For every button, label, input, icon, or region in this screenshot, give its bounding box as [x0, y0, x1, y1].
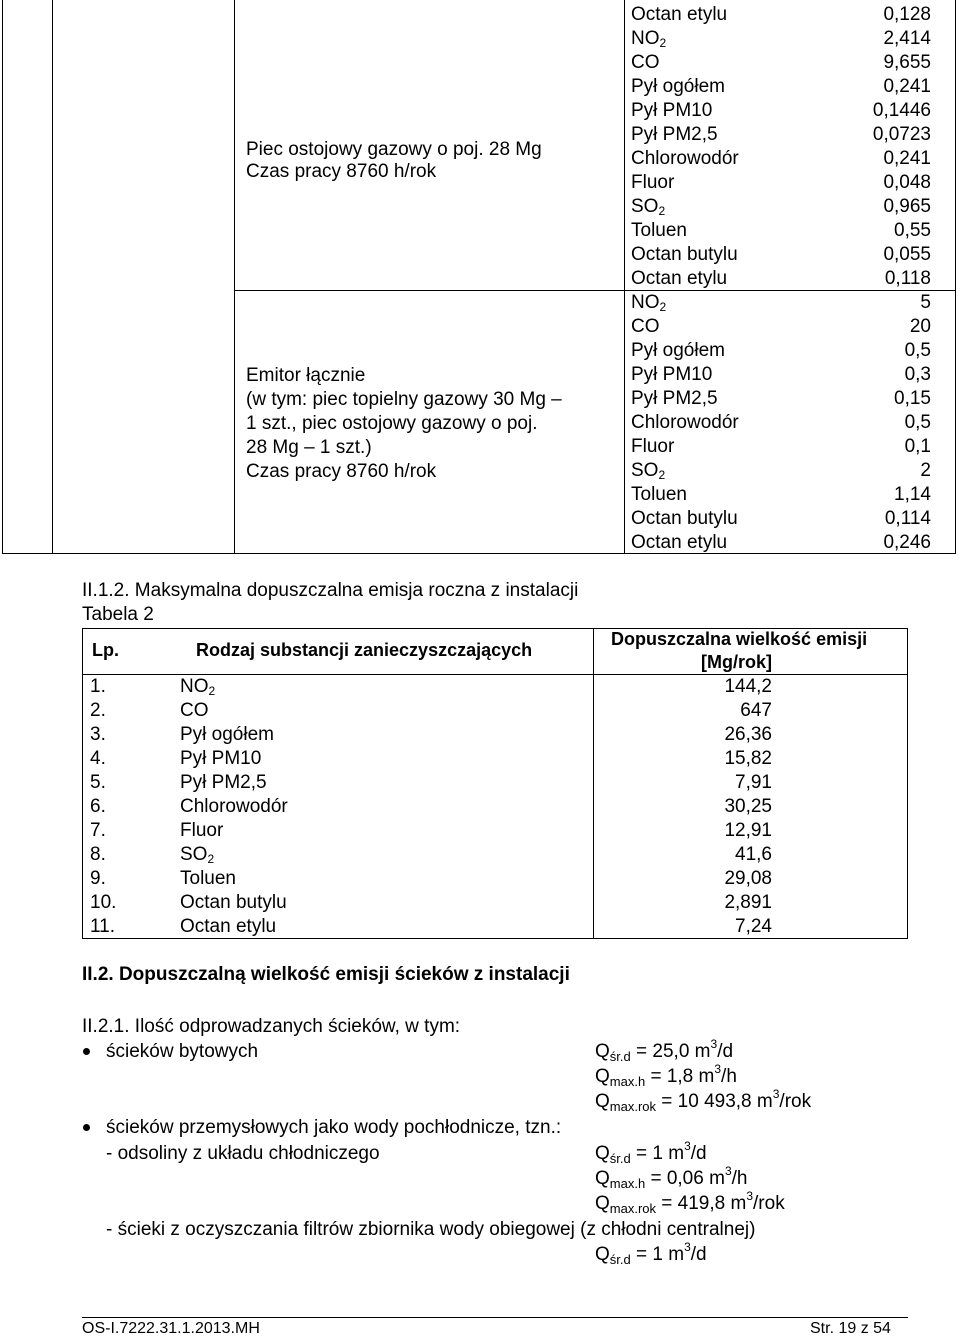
piec-value: 0,241	[883, 76, 931, 97]
piec-substance-name: Fluor	[631, 172, 675, 193]
t2-lp: 3.	[90, 724, 106, 745]
t2-value: 26,36	[724, 724, 772, 745]
piec-value: 0,048	[883, 172, 931, 193]
total-label-line: (w tym: piec topielny gazowy 30 Mg –	[246, 389, 562, 410]
flow-rate: $Q_{max.rok} = 419,8$ $m^3$/rok	[595, 1189, 785, 1216]
footer-rule	[82, 1317, 908, 1318]
bullet-dot	[83, 1048, 90, 1055]
total-value: 5	[920, 292, 931, 313]
t2-row	[82, 723, 908, 747]
flow-superscript: 3	[724, 1164, 732, 1178]
table-caption: Tabela 2	[82, 604, 154, 625]
piec-substance-name: Toluen	[631, 220, 687, 241]
total-row	[631, 507, 931, 531]
t2-substance-name: Pył PM2,5	[180, 772, 267, 793]
total-row	[631, 459, 931, 483]
total-substance-name: CO	[631, 316, 660, 337]
flow-subscript: śr.d	[609, 1252, 631, 1267]
dash-filter-cleaning: - ścieki z oczyszczania filtrów zbiornika wody obiegowej (z chłodni centralnej)	[106, 1219, 756, 1240]
max-annual-emission-table	[82, 628, 908, 939]
t2-header-limit-line1: Dopuszczalna wielkość emisji	[611, 629, 868, 649]
t2-row	[82, 699, 908, 723]
piec-label-line2: Czas pracy 8760 h/rok	[246, 161, 437, 182]
t2-row	[82, 795, 908, 819]
piec-row	[631, 171, 931, 195]
table-border-left	[2, 0, 3, 554]
flow-subscript: max.h	[609, 1074, 646, 1089]
t2-lp: 11.	[90, 916, 116, 937]
flow-rate: $Q_{śr.d} = 1$ $m^3/d$	[595, 1139, 707, 1166]
footer-doc-ref: OS-I.7222.31.1.2013.MH	[82, 1320, 260, 1337]
t2-lp: 5.	[90, 772, 106, 793]
t2-value: 29,08	[724, 868, 772, 889]
subscript: 2	[659, 36, 667, 50]
flow-subscript: śr.d	[609, 1151, 631, 1166]
bullet-dot	[83, 1124, 90, 1131]
t2-lp: 7.	[90, 820, 106, 841]
t2-row	[82, 867, 908, 891]
t2-value: 647	[740, 700, 772, 721]
footer-page-number: Str. 19 z 54	[810, 1320, 891, 1337]
table-border-col1	[52, 0, 53, 554]
subscript: 2	[658, 468, 666, 482]
total-substance-name: Toluen	[631, 484, 687, 505]
total-row	[631, 387, 931, 411]
flow-superscript: 3	[746, 1189, 754, 1203]
piec-row	[631, 3, 931, 27]
t2-row	[82, 915, 908, 939]
piec-value: 0,0723	[872, 124, 931, 145]
subscript: 2	[658, 204, 666, 218]
total-value: 0,3	[904, 364, 931, 385]
t2-row	[82, 747, 908, 771]
t2-substance-name: Pył PM10	[180, 748, 262, 769]
t2-header-lp: Lp.	[92, 640, 119, 660]
t2-lp: 2.	[90, 700, 106, 721]
piec-substance-name: Pył PM2,5	[631, 124, 718, 145]
piec-value: 0,118	[884, 268, 931, 289]
total-value: 0,5	[904, 412, 931, 433]
t2-lp: 4.	[90, 748, 106, 769]
table-border-right	[955, 0, 956, 554]
piec-row	[631, 123, 931, 147]
piec-row	[631, 75, 931, 99]
total-row	[631, 315, 931, 339]
piec-substance-name: Pył PM10	[631, 100, 713, 121]
total-substance-name: Chlorowodór	[631, 412, 739, 433]
total-substance-name: Fluor	[631, 436, 675, 457]
total-substance-name: Octan butylu	[631, 508, 738, 529]
total-row	[631, 411, 931, 435]
section-heading-2: II.2. Dopuszczalną wielkość emisji ścieków z instalacji	[82, 964, 570, 985]
total-row	[631, 363, 931, 387]
piec-value: 9,655	[883, 52, 931, 73]
t2-substance-name: Chlorowodór	[180, 796, 288, 817]
t2-value: 7,24	[735, 916, 772, 937]
total-label-line: 1 szt., piec ostojowy gazowy o poj.	[246, 413, 538, 434]
t2-substance-name: Fluor	[180, 820, 224, 841]
flow-rate: $Q_{śr.d} = 1$ $m^3/d$	[595, 1240, 707, 1267]
t2-lp: 10.	[90, 892, 117, 913]
total-value: 0,246	[883, 532, 931, 553]
t2-lp: 6.	[90, 796, 106, 817]
total-row	[631, 339, 931, 363]
total-substance-name: Octan etylu	[631, 532, 728, 553]
t2-row	[82, 843, 908, 867]
t2-row	[82, 891, 908, 915]
piec-value: 0,1446	[872, 100, 931, 121]
piec-substance-name: Octan etylu	[631, 4, 728, 25]
flow-rate: $Q_{śr.d} = 25,0$ $m^3/d$	[595, 1037, 734, 1064]
t2-value: 12,91	[724, 820, 772, 841]
t2-value: 7,91	[735, 772, 772, 793]
piec-value: 0,055	[883, 244, 931, 265]
total-substance-name: Pył PM10	[631, 364, 713, 385]
t2-substance-name: $SO_2$	[180, 844, 215, 866]
section-subheading-2-1: II.2.1. Ilość odprowadzanych ścieków, w tym:	[82, 1016, 461, 1037]
t2-header-limit-line2: [Mg/rok]	[701, 652, 772, 672]
total-value: 0,114	[884, 508, 931, 529]
piec-value: 2,414	[883, 28, 931, 49]
total-value: 2	[920, 460, 931, 481]
t2-value: 144,2	[724, 676, 772, 697]
t2-row	[82, 819, 908, 843]
piec-substance-name: $SO_2$	[631, 196, 666, 218]
piec-row	[631, 219, 931, 243]
t2-substance-name: $NO_2$	[180, 676, 216, 698]
total-value: 1,14	[894, 484, 931, 505]
total-label-line: 28 Mg – 1 szt.)	[246, 437, 372, 458]
flow-superscript: 3	[684, 1139, 691, 1153]
piec-substance-name: Octan butylu	[631, 244, 738, 265]
total-substance-name: $NO_2$	[631, 292, 667, 314]
flow-superscript: 3	[684, 1240, 691, 1254]
total-substance-name: $SO_2$	[631, 460, 666, 482]
total-value: 0,5	[904, 340, 931, 361]
flow-rate: $Q_{max.h} = 0,06$ $m^3/h$	[595, 1164, 748, 1191]
flow-subscript: max.h	[609, 1176, 646, 1191]
piec-row	[631, 51, 931, 75]
piec-value: 0,55	[894, 220, 931, 241]
piec-label-line1: Piec ostojowy gazowy o poj. 28 Mg	[246, 139, 542, 160]
flow-superscript: 3	[772, 1087, 780, 1101]
bullet-domestic-sewage: ścieków bytowych	[106, 1041, 259, 1062]
total-value: 20	[909, 316, 931, 337]
table-border-col2	[234, 0, 235, 554]
t2-value: 2,891	[724, 892, 772, 913]
piec-substance-name: Chlorowodór	[631, 148, 739, 169]
flow-rate: $Q_{max.h} = 1,8$ $m^3/h$	[595, 1062, 737, 1089]
t2-substance-name: Toluen	[180, 868, 236, 889]
t2-header-substance: Rodzaj substancji zanieczyszczających	[196, 640, 533, 660]
table-border-col3	[624, 0, 625, 554]
t2-substance-name: CO	[180, 700, 209, 721]
total-label-line: Czas pracy 8760 h/rok	[246, 461, 437, 482]
piec-row	[631, 243, 931, 267]
flow-rate: $Q_{max.rok} = 10$ 493,8 $m^3$/rok	[595, 1087, 812, 1114]
piec-row	[631, 147, 931, 171]
emission-table-continued	[0, 0, 960, 554]
piec-value: 0,128	[883, 4, 931, 25]
piec-row	[631, 267, 931, 291]
total-row	[631, 483, 931, 507]
t2-lp: 1.	[90, 676, 106, 697]
piec-row	[631, 27, 931, 51]
t2-value: 15,82	[724, 748, 772, 769]
flow-subscript: śr.d	[609, 1049, 631, 1064]
piec-row	[631, 99, 931, 123]
t2-substance-name: Pył ogółem	[180, 724, 274, 745]
bullet-industrial-sewage: ścieków przemysłowych jako wody pochłodnicze, tzn.:	[106, 1117, 562, 1138]
piec-row	[631, 195, 931, 219]
section-heading-1-2: II.1.2. Maksymalna dopuszczalna emisja roczna z instalacji	[82, 580, 579, 601]
total-row	[631, 531, 931, 555]
total-row	[631, 291, 931, 315]
t2-row	[82, 675, 908, 699]
piec-value: 0,965	[883, 196, 931, 217]
piec-substance-name: $NO_2$	[631, 28, 667, 50]
total-value: 0,1	[904, 436, 931, 457]
subscript: 2	[208, 684, 216, 698]
flow-subscript: max.rok	[609, 1099, 657, 1114]
flow-superscript: 3	[714, 1062, 722, 1076]
piec-value: 0,241	[883, 148, 931, 169]
piec-substance-name: Pył ogółem	[631, 76, 725, 97]
flow-superscript: 3	[710, 1037, 718, 1051]
subscript: 2	[207, 852, 215, 866]
t2-lp: 9.	[90, 868, 106, 889]
piec-substance-name: CO	[631, 52, 660, 73]
t2-substance-name: Octan etylu	[180, 916, 277, 937]
t2-value: 41,6	[735, 844, 772, 865]
total-substance-name: Pył ogółem	[631, 340, 725, 361]
dash-cooling-blowdown: - odsoliny z układu chłodniczego	[106, 1143, 380, 1164]
t2-lp: 8.	[90, 844, 106, 865]
total-row	[631, 435, 931, 459]
t2-substance-name: Octan butylu	[180, 892, 287, 913]
t2-value: 30,25	[724, 796, 772, 817]
total-substance-name: Pył PM2,5	[631, 388, 718, 409]
t2-row	[82, 771, 908, 795]
subscript: 2	[659, 300, 667, 314]
flow-subscript: max.rok	[609, 1201, 657, 1216]
total-label-line: Emitor łącznie	[246, 365, 366, 386]
piec-substance-name: Octan etylu	[631, 268, 728, 289]
total-value: 0,15	[894, 388, 931, 409]
